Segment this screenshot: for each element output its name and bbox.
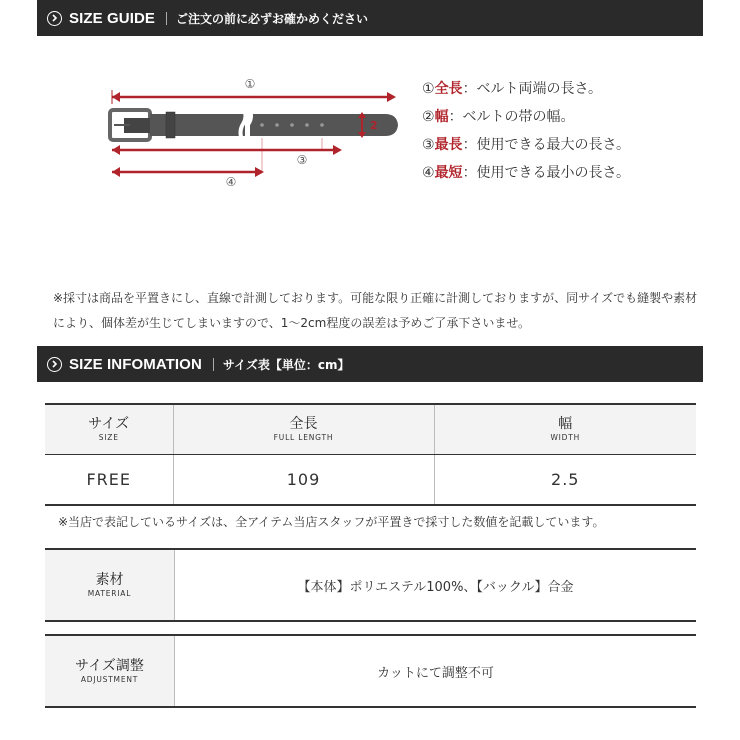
header-divider	[166, 12, 167, 25]
header-full-length: 全長 FULL LENGTH	[173, 404, 434, 455]
measurement-note: ※採寸は商品を平置きにし、直線で計測しております。可能な限り正確に計測しておりますが、同サイズでも縫製や素材により、個体差が生じてしまいますので、1〜2cm程度の誤差は予めご了承下さいませ。	[53, 291, 698, 330]
size-table	[45, 403, 696, 506]
measurement-legend	[422, 78, 630, 190]
size-guide-subtitle: ご注文の前に必ずお確かめください	[176, 11, 369, 26]
min-length-label: ④	[225, 175, 237, 189]
header-size: サイズ SIZE	[45, 404, 173, 455]
table-header-row	[45, 404, 696, 455]
min-length-arrow	[112, 167, 264, 177]
max-length-arrow	[112, 145, 342, 155]
size-info-title: SIZE INFOMATION	[69, 355, 202, 373]
size-info-subtitle: サイズ表【単位：cm】	[222, 357, 350, 372]
adjustment-label: サイズ調整 ADJUSTMENT	[45, 635, 175, 707]
adjustment-value: カットにて調整不可	[377, 665, 494, 681]
table-row	[45, 549, 696, 621]
header-divider	[213, 358, 214, 371]
size-note: ※当店で表記しているサイズは、全アイテム当店スタッフが平置きで採寸した数値を記載しています。	[58, 515, 605, 529]
cell-width: 2.5	[434, 455, 696, 506]
size-guide-header	[37, 0, 703, 36]
width-label: 2	[370, 119, 378, 132]
cell-size: FREE	[45, 455, 173, 506]
legend-item-max: ③最長：使用できる最大の長さ。	[422, 137, 631, 153]
belt-strap	[150, 108, 398, 142]
chevron-right-circle-icon	[47, 357, 62, 372]
legend-item-min: ④最短：使用できる最小の長さ。	[422, 165, 631, 181]
buckle-icon	[110, 110, 152, 140]
cell-full-length: 109	[173, 455, 434, 506]
size-info-header	[37, 346, 703, 382]
max-length-label: ③	[296, 153, 308, 167]
material-table	[45, 548, 696, 622]
total-length-label: ①	[244, 77, 256, 91]
header-width: 幅 WIDTH	[434, 404, 696, 455]
legend-item-width: ②幅：ベルトの帯の幅。	[422, 109, 575, 125]
belt-diagram	[100, 72, 405, 192]
total-length-arrow	[112, 90, 396, 104]
adjustment-table	[45, 634, 696, 708]
size-guide-title: SIZE GUIDE	[69, 9, 156, 27]
chevron-right-circle-icon	[47, 11, 62, 26]
material-label: 素材 MATERIAL	[45, 549, 175, 621]
material-value: 【本体】ポリエステル100%、【バックル】合金	[297, 579, 574, 595]
table-row	[45, 455, 696, 506]
table-row	[45, 635, 696, 707]
legend-item-total: ①全長：ベルト両端の長さ。	[422, 81, 603, 97]
